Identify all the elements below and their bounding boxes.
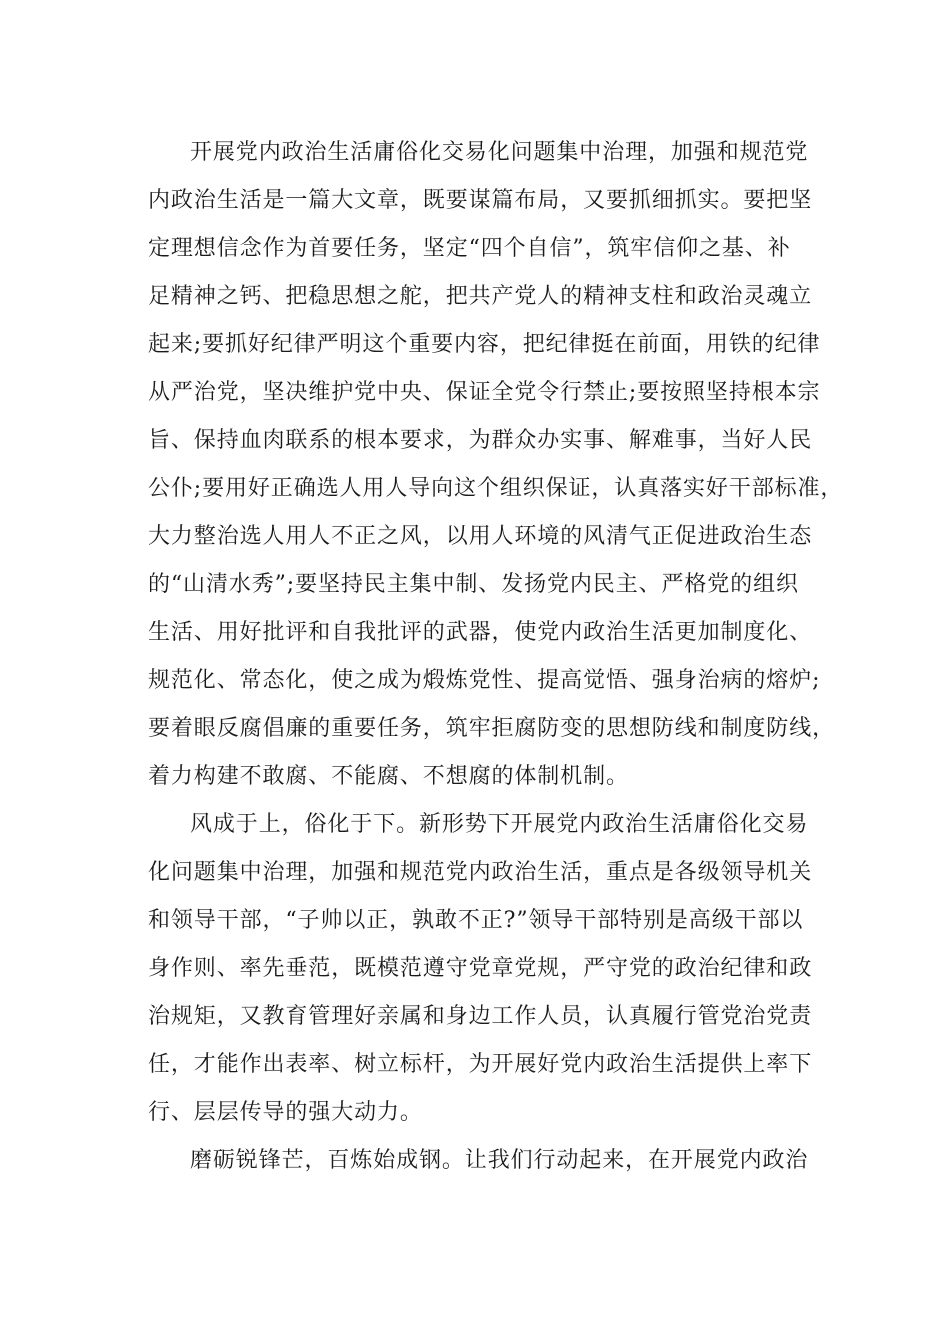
paragraph-1-line-13: 要着眼反腐倡廉的重要任务，筑牢拒腐防变的思想防线和制度防线，	[148, 716, 836, 741]
paragraph-1-line-14: 着力构建不敢腐、不能腐、不想腐的体制机制。	[148, 764, 629, 789]
paragraph-1-line-4: 足精神之钙、把稳思想之舵，把共产党人的精神支柱和政治灵魂立	[148, 284, 813, 309]
paragraph-1-line-9: 大力整治选人用人不正之风，以用人环境的风清气正促进政治生态	[148, 524, 813, 549]
paragraph-1-line-7: 旨、保持血肉联系的根本要求，为群众办实事、解难事，当好人民	[148, 428, 813, 453]
paragraph-1-line-6: 从严治党，坚决维护党中央、保证全党令行禁止;要按照坚持根本宗	[148, 380, 821, 405]
paragraph-3-line-1: 磨砺锐锋芒，百炼始成钢。让我们行动起来，在开展党内政治	[190, 1148, 809, 1173]
paragraph-2-line-5: 治规矩，又教育管理好亲属和身边工作人员，认真履行管党治党责	[148, 1004, 813, 1029]
paragraph-1-line-11: 生活、用好批评和自我批评的武器，使党内政治生活更加制度化、	[148, 620, 813, 645]
paragraph-1-line-10: 的“山清水秀”;要坚持民主集中制、发扬党内民主、严格党的组织	[148, 572, 799, 597]
paragraph-1-line-8: 公仆;要用好正确选人用人导向这个组织保证，认真落实好干部标准，	[148, 476, 844, 501]
paragraph-2-line-3: 和领导干部，“子帅以正，孰敢不正?”领导干部特别是高级干部以	[148, 908, 804, 933]
paragraph-2-line-4: 身作则、率先垂范，既模范遵守党章党规，严守党的政治纪律和政	[148, 956, 813, 981]
paragraph-2-line-2: 化问题集中治理，加强和规范党内政治生活，重点是各级领导机关	[148, 860, 813, 885]
paragraph-1-line-12: 规范化、常态化，使之成为煅炼党性、提高觉悟、强身治病的熔炉;	[148, 668, 821, 693]
paragraph-2-line-6: 任，才能作出表率、树立标杆，为开展好党内政治生活提供上率下	[148, 1052, 813, 1077]
paragraph-2-line-1: 风成于上，俗化于下。新形势下开展党内政治生活庸俗化交易	[190, 812, 809, 837]
paragraph-2-line-7: 行、层层传导的强大动力。	[148, 1100, 423, 1125]
paragraph-1-line-2: 内政治生活是一篇大文章，既要谋篇布局，又要抓细抓实。要把坚	[148, 188, 813, 213]
paragraph-1-line-3: 定理想信念作为首要任务，坚定“四个自信”，筑牢信仰之基、补	[148, 236, 791, 261]
paragraph-1-line-1: 开展党内政治生活庸俗化交易化问题集中治理，加强和规范党	[190, 140, 809, 165]
paragraph-1-line-5: 起来;要抓好纪律严明这个重要内容，把纪律挺在前面，用铁的纪律	[148, 332, 821, 357]
